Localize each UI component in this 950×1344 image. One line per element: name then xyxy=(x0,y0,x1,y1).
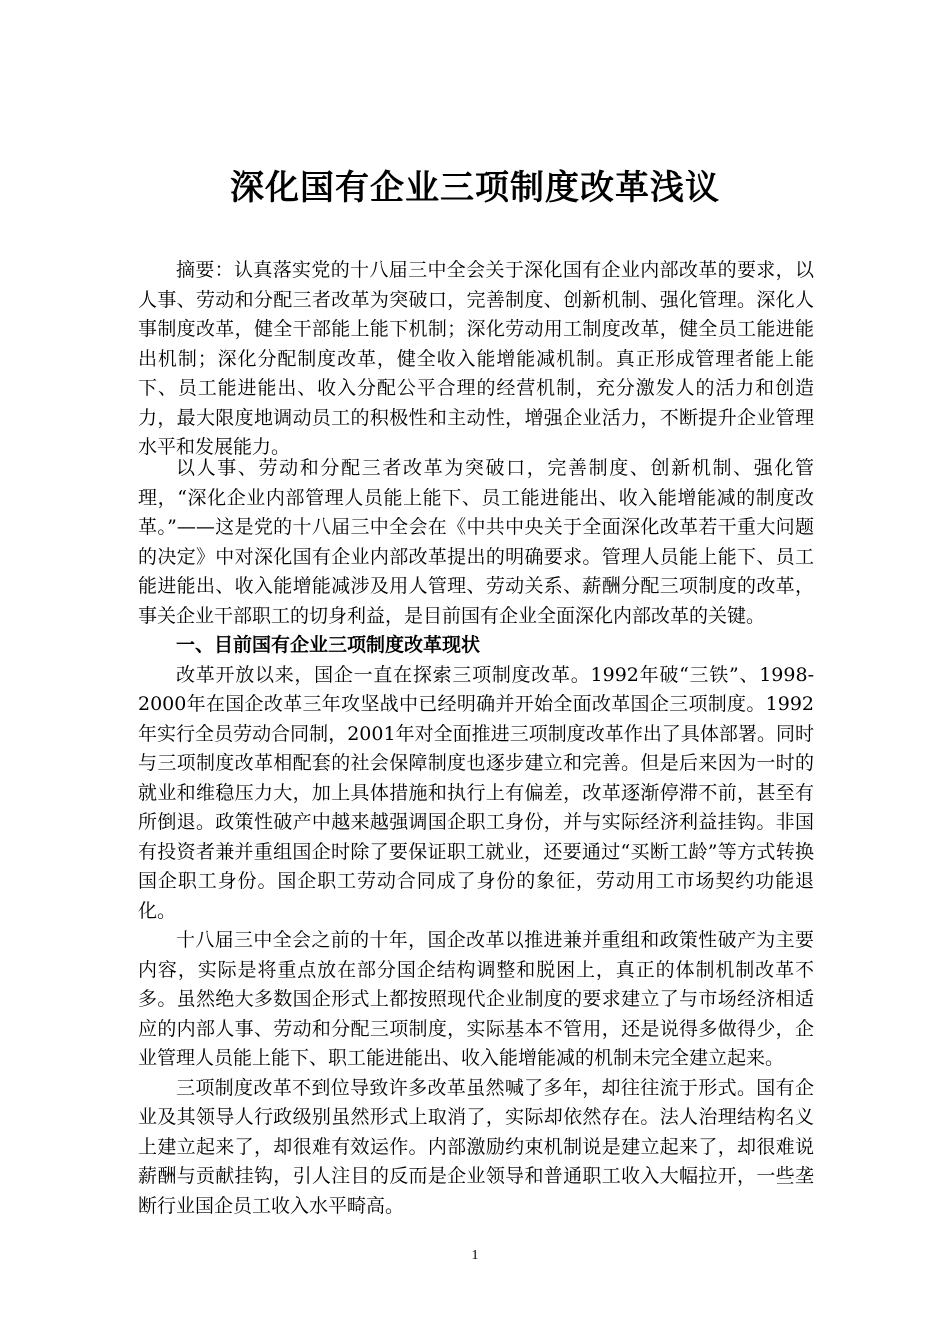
abstract-paragraph: 摘要：认真落实党的十八届三中全会关于深化国有企业内部改革的要求，以人事、劳动和分配三者改革为突破口，完善制度、创新机制、强化管理。深化人事制度改革，健全干部能上能下机制；深化劳动用工制度改革，健全员工能进能出机制；深化分配制度改革，健全收入能增能减机制。真正形成管理者能上能下、员工能进能出、收入分配公平合理的经营机制，充分激发人的活力和创造力，最大限度地调动员工的积极性和主动性，增强企业活力，不断提升企业管理水平和发展能力。 xyxy=(138,259,814,458)
body-paragraph: 十八届三中全会之前的十年，国企改革以推进兼并重组和政策性破产为主要内容，实际是将重点放在部分国企结构调整和脱困上，真正的体制机制改革不多。虽然绝大多数国企形式上都按照现代企业制度的要求建立了与市场经济相适应的内部人事、劳动和分配三项制度，实际基本不管用，还是说得多做得少，企业管理人员能上能下、职工能进能出、收入能增能减的机制未完全建立起来。 xyxy=(138,929,814,1069)
abstract-block xyxy=(138,256,814,463)
document-title: 深化国有企业三项制度改革浅议 xyxy=(230,168,720,208)
main-body xyxy=(138,454,814,1221)
section-heading: 一、目前国有企业三项制度改革现状 xyxy=(176,634,481,656)
body-paragraph: 改革开放以来，国企一直在探索三项制度改革。1992年破“三铁”、1998-2000年在国企改革三年攻坚战中已经明确并开始全面改革国企三项制度。1992年实行全员劳动合同制，2001年对全面推进三项制度改革作出了具体部署。同时与三项制度改革相配套的社会保障制度也逐步建立和完善。但是后来因为一时的就业和维稳压力大，加上具体措施和执行上有偏差，改革逐渐停滞不前，甚至有所倒退。政策性破产中越来越强调国企职工身份，并与实际经济利益挂钩。非国有投资者兼并重组国企时除了要保证职工就业，还要通过“买断工龄”等方式转换国企职工身份。国企职工劳动合同成了身份的象征，劳动用工市场契约功能退化。 xyxy=(138,663,814,922)
page-number: 1 xyxy=(471,1248,479,1263)
intro-paragraph: 以人事、劳动和分配三者改革为突破口，完善制度、创新机制、强化管理，“深化企业内部管理人员能上能下、员工能进能出、收入能增能减的制度改革。”——这是党的十八届三中全会在《中共中央关于全面深化改革若干重大问题的决定》中对深化国有企业内部改革提出的明确要求。管理人员能上能下、员工能进能出、收入能增能减涉及用人管理、劳动关系、薪酬分配三项制度的改革，事关企业干部职工的切身利益，是目前国有企业全面深化内部改革的关键。 xyxy=(138,457,814,627)
body-paragraph: 三项制度改革不到位导致许多改革虽然喊了多年，却往往流于形式。国有企业及其领导人行政级别虽然形式上取消了，实际却依然存在。法人治理结构名义上建立起来了，却很难有效运作。内部激励约束机制说是建立起来了，却很难说薪酬与贡献挂钩，引人注目的反而是企业领导和普通职工收入大幅拉开，一些垄断行业国企员工收入水平畸高。 xyxy=(138,1076,814,1217)
